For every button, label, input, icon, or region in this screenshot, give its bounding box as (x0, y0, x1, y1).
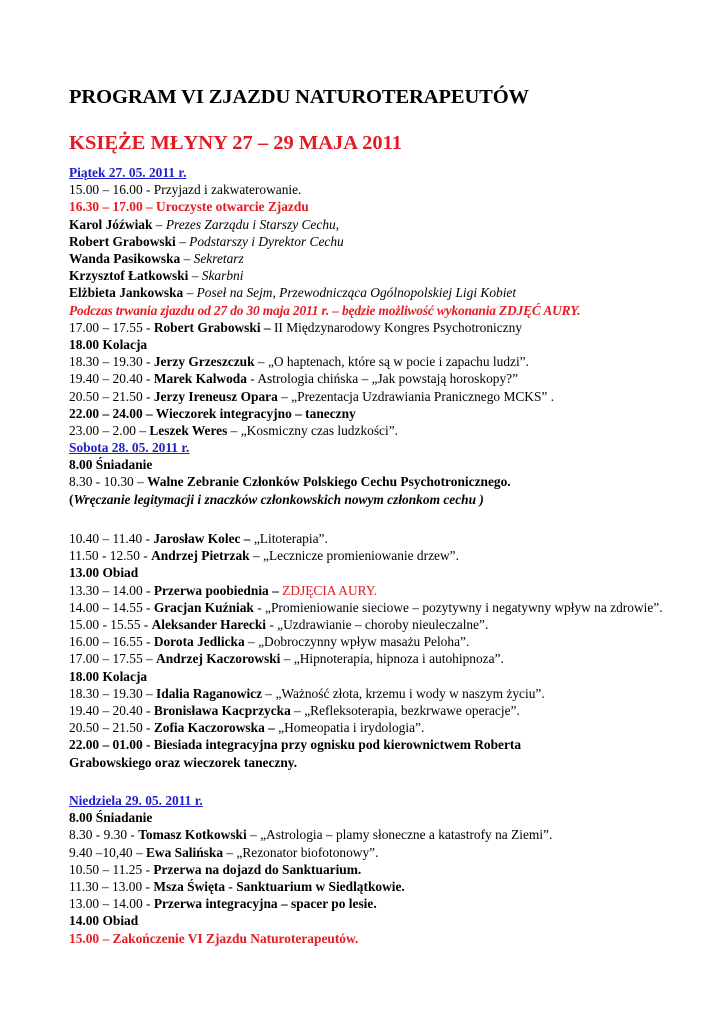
lecture-time: 19.40 – 20.40 - (69, 371, 154, 387)
transfer-title: Przerwa na dojazd do Sanktuarium. (153, 861, 362, 877)
mass-line (69, 878, 669, 895)
lecturer-name: Jerzy Ireneusz Opara (153, 388, 278, 404)
lecture-topic: - Astrologia chińska – „Jak powstają horoskopy?” (246, 371, 519, 387)
friday-section (69, 164, 669, 439)
lecture-topic: – „Prezentacja Uzdrawiania Pranicznego MCKS” . (277, 388, 555, 404)
lecture-topic: - „Uzdrawianie – choroby nieuleczalne”. (266, 617, 489, 633)
lecture-line (69, 422, 669, 439)
lecture-topic: – „Astrologia – plamy słoneczne a katastrofy na Ziemi”. (246, 827, 553, 843)
lecture-line (69, 702, 669, 719)
bonfire-line: 22.00 – 01.00 - Biesiada integracyjna przy ognisku pod kierownictwem Roberta Grabowskiego oraz wieczorek taneczny. (69, 737, 522, 770)
lecture-topic: – „Ważność złota, krzemu i wody w naszym życiu”. (262, 685, 545, 701)
guest-name: Wanda Pasikowska (69, 251, 181, 267)
lecture-topic: „Litoterapia”. (253, 531, 328, 546)
lecture-time: 20.50 – 21.50 - (69, 388, 154, 404)
guest-role: – Poseł na Sejm, Przewodnicząca Ogólnopolskiej Ligi Kobiet (183, 285, 517, 301)
lecture-time: 17.00 – 17.55 – (69, 651, 157, 667)
lecturer-name: Jerzy Grzeszczuk (153, 354, 255, 370)
lecture-topic: – „Refleksoterapia, bezkrwawe operacje”. (290, 703, 520, 719)
lecture-time: 20.50 – 21.50 - (69, 720, 154, 736)
breakfast-line: 8.00 Śniadanie (69, 810, 153, 826)
guest-role: – Prezes Zarządu i Starszy Cechu, (152, 216, 340, 232)
lecture-time: 15.00 - 15.55 - (69, 617, 152, 633)
lecturer-name: Idalia Raganowicz (156, 685, 263, 701)
lecturer-name: Aleksander Harecki (151, 617, 267, 633)
closing-line: 15.00 – Zakończenie VI Zjazdu Naturoterapeutów. (69, 930, 359, 946)
lecturer-name: Andrzej Kaczorowski (156, 651, 281, 667)
lecture-line (69, 353, 669, 370)
lecture-time: 23.00 – 2.00 – (69, 423, 150, 439)
lecture-line (69, 599, 669, 616)
page-subtitle: KSIĘŻE MŁYNY 27 – 29 MAJA 2011 (69, 132, 402, 154)
meeting-note (69, 491, 669, 508)
lecture-line (69, 633, 669, 650)
lecturer-name: Zofia Kaczorowska – (153, 720, 279, 736)
guest-role: – Podstarszy i Dyrektor Cechu (175, 233, 344, 249)
lecture-line (69, 719, 669, 736)
lecture-line (69, 530, 669, 547)
page-title: PROGRAM VI ZJAZDU NATUROTERAPEUTÓW (69, 86, 529, 108)
lecturer-name: Ewa Salińska (146, 844, 224, 860)
lecture-topic: – „Lecznicze promieniowanie drzew”. (249, 548, 459, 564)
meeting-note-text: Wręczanie legitymacji i znaczków członkowskich nowym członkom cechu ) (73, 491, 484, 507)
guest-line (69, 284, 669, 301)
lecture-line (69, 826, 669, 843)
meeting-time: 8.30 - 10.30 – (69, 474, 148, 490)
sunday-section (69, 792, 669, 947)
lecture-line (69, 547, 669, 564)
sunday-heading[interactable]: Niedziela 29. 05. 2011 r. (69, 793, 203, 808)
lecture-time: 17.00 – 17.55 - (69, 319, 154, 335)
lecture-line (69, 370, 669, 387)
walk-line (69, 895, 669, 912)
lecture-topic: – „Rezonator biofotonowy”. (223, 844, 379, 860)
supper-line: 18.00 Kolacja (69, 668, 148, 684)
lecture-time: 10.40 – 11.40 - (69, 531, 154, 546)
break-line (69, 582, 669, 599)
guest-name: Karol Jóźwiak (69, 216, 153, 232)
lecturer-name: Bronisława Kacprzycka (153, 703, 291, 719)
aura-photos: ZDJĘCIA AURY. (282, 582, 378, 598)
guest-name: Robert Grabowski (69, 233, 176, 249)
guest-role: – Sekretarz (180, 251, 244, 267)
lecture-time: 18.30 – 19.30 - (69, 354, 154, 370)
transfer-time: 10.50 – 11.25 - (69, 861, 154, 877)
meeting-note-paren: ( (69, 491, 74, 507)
lecture-time: 19.40 – 20.40 - (69, 703, 154, 719)
walk-title: Przerwa integracyjna – spacer po lesie. (153, 896, 377, 912)
lecture-line (69, 616, 669, 633)
lecturer-name: Leszek Weres (149, 423, 228, 439)
guest-name: Krzysztof Łatkowski (69, 268, 189, 284)
lecture-line (69, 685, 669, 702)
aura-note: Podczas trwania zjazdu od 27 do 30 maja 2011 r. – będzie możliwość wykonania ZDJĘĆ AURY. (69, 302, 581, 318)
mass-time: 11.30 – 13.00 - (69, 879, 154, 895)
lunch-line: 13.00 Obiad (69, 565, 139, 581)
guest-name: Elżbieta Jankowska (69, 285, 184, 301)
break-title: Przerwa poobiednia – (153, 582, 283, 598)
lecture-topic: - „Promieniowanie sieciowe – pozytywny i negatywny wpływ na zdrowie”. (253, 599, 663, 615)
lecture-line (69, 388, 669, 405)
lecture-line (69, 650, 669, 667)
saturday-heading[interactable]: Sobota 28. 05. 2011 r. (69, 440, 190, 455)
lecture-time: 9.40 –10,40 – (69, 844, 146, 860)
lecture-time: 8.30 - 9.30 - (69, 827, 139, 843)
schedule-line: 15.00 – 16.00 - Przyjazd i zakwaterowanie. (69, 182, 302, 198)
lecturer-name: Gracjan Kuźniak (153, 599, 254, 615)
friday-heading[interactable]: Piątek 27. 05. 2011 r. (69, 165, 187, 180)
mass-title: Msza Święta - Sanktuarium w Siedlątkowie. (153, 879, 405, 895)
saturday-section (69, 439, 669, 508)
lecture-topic: – „Dobroczynny wpływ masażu Peloha”. (244, 634, 470, 650)
guest-line (69, 267, 669, 284)
lecturer-name: Marek Kalwoda (153, 371, 247, 387)
breakfast-line: 8.00 Śniadanie (69, 457, 153, 473)
lecture-line (69, 319, 669, 336)
lunch-line: 14.00 Obiad (69, 913, 139, 929)
lecture-topic: – „O haptenach, które są w pocie i zapachu ludzi”. (254, 354, 529, 370)
lecture-time: 16.00 – 16.55 - (69, 634, 154, 650)
lecture-topic: – „Hipnoterapia, hipnoza i autohipnoza”. (280, 651, 504, 667)
meeting-title: Walne Zebranie Członków Polskiego Cechu Psychotronicznego. (147, 474, 511, 490)
lecture-time: 14.00 – 14.55 - (69, 599, 154, 615)
supper-line: 18.00 Kolacja (69, 337, 148, 353)
opening-line: 16.30 – 17.00 – Uroczyste otwarcie Zjazdu (69, 199, 309, 215)
lecture-topic: „Homeopatia i irydologia”. (278, 720, 425, 736)
lecturer-name: Jarosław Kolec – (153, 531, 254, 546)
lecture-time: 11.50 - 12.50 - (69, 548, 152, 564)
lecture-topic: II Międzynarodowy Kongres Psychotroniczny (273, 319, 523, 335)
lecture-topic: – „Kosmiczny czas ludzkości”. (227, 423, 398, 439)
transfer-line (69, 861, 669, 878)
guest-role: – Skarbni (188, 268, 244, 284)
saturday-lectures (69, 530, 669, 771)
lecture-time: 18.30 – 19.30 – (69, 685, 157, 701)
meeting-line (69, 473, 669, 490)
guest-line (69, 250, 669, 267)
lecture-line (69, 844, 669, 861)
lecturer-name: Andrzej Pietrzak (151, 548, 250, 564)
lecturer-name: Dorota Jedlicka (153, 634, 245, 650)
break-time: 13.30 – 14.00 - (69, 582, 154, 598)
guest-line (69, 233, 669, 250)
party-line: 22.00 – 24.00 – Wieczorek integracyjno – taneczny (69, 405, 356, 421)
lecturer-name: Tomasz Kotkowski (138, 827, 247, 843)
walk-time: 13.00 – 14.00 - (69, 896, 154, 912)
guest-line (69, 216, 669, 233)
lecturer-name: Robert Grabowski – (153, 319, 274, 335)
